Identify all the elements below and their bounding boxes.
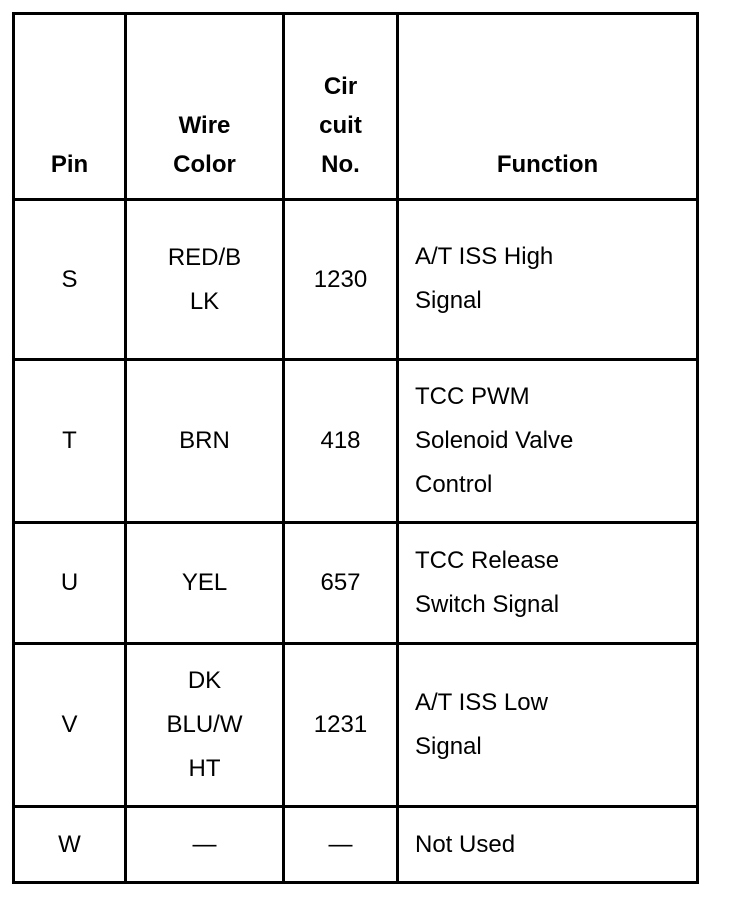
circuit-cell: 1230	[284, 200, 398, 360]
wire-color-cell: DK BLU/W HT	[126, 644, 284, 807]
wire-color-cell: YEL	[126, 523, 284, 644]
header-function: Function	[398, 14, 698, 200]
wire-color-cell: BRN	[126, 360, 284, 523]
table-row	[14, 200, 698, 360]
circuit-cell: —	[284, 807, 398, 883]
wire-color-cell: RED/B LK	[126, 200, 284, 360]
circuit-cell: 657	[284, 523, 398, 644]
circuit-cell: 418	[284, 360, 398, 523]
connector-pinout-table	[12, 12, 699, 884]
pin-cell: V	[14, 644, 126, 807]
table-header-row	[14, 14, 698, 200]
table-row	[14, 523, 698, 644]
header-wire-color: Wire Color	[126, 14, 284, 200]
connector-pinout-table-container	[12, 12, 699, 884]
circuit-cell: 1231	[284, 644, 398, 807]
pin-cell: U	[14, 523, 126, 644]
function-cell: A/T ISS Low Signal	[398, 644, 698, 807]
pin-cell: S	[14, 200, 126, 360]
pin-cell: T	[14, 360, 126, 523]
table-row	[14, 807, 698, 883]
table-row	[14, 644, 698, 807]
header-circuit-no: Cir cuit No.	[284, 14, 398, 200]
function-cell: A/T ISS High Signal	[398, 200, 698, 360]
pin-cell: W	[14, 807, 126, 883]
wire-color-cell: —	[126, 807, 284, 883]
table-row	[14, 360, 698, 523]
header-pin: Pin	[14, 14, 126, 200]
function-cell: TCC Release Switch Signal	[398, 523, 698, 644]
function-cell: TCC PWM Solenoid Valve Control	[398, 360, 698, 523]
function-cell: Not Used	[398, 807, 698, 883]
